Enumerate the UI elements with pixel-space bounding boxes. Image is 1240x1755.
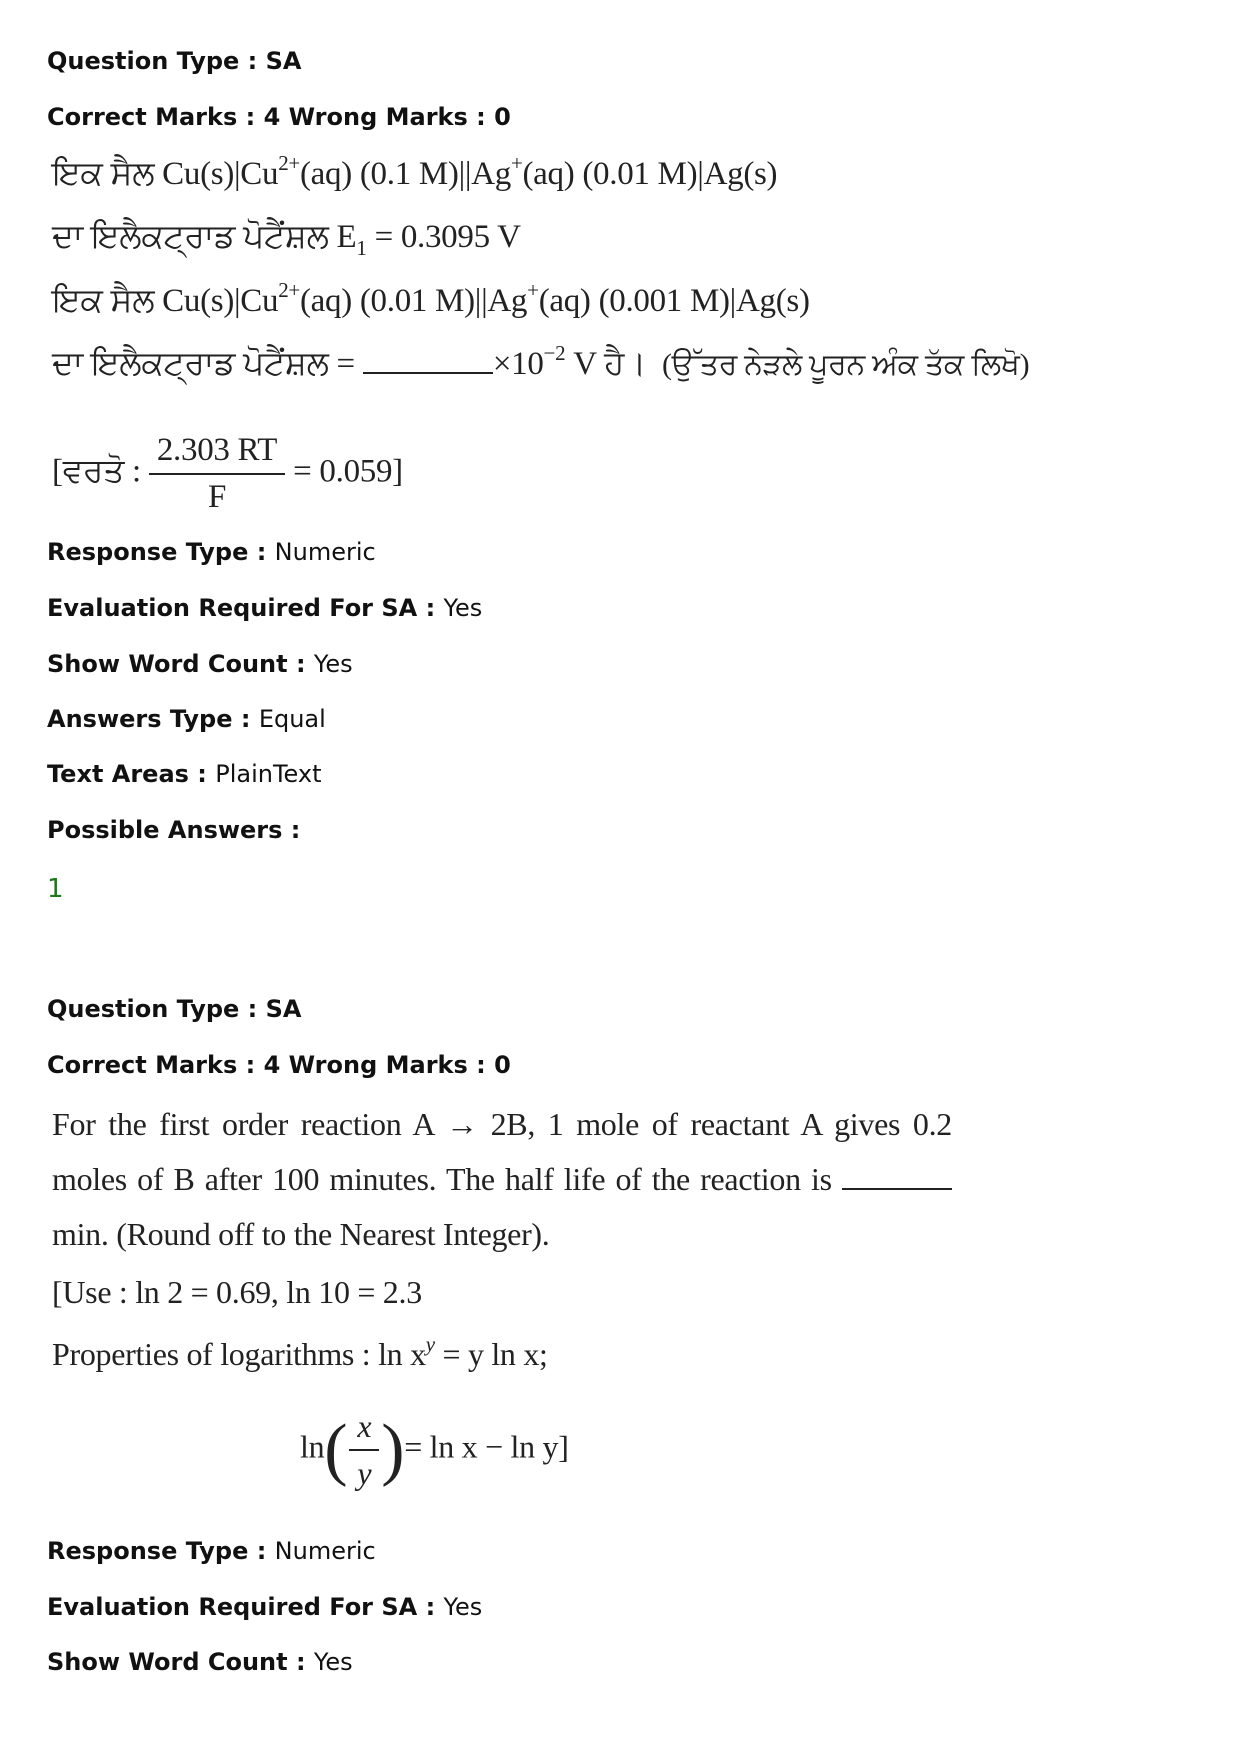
answer-blank (842, 1164, 952, 1190)
q1-question-type: Question Type : SA (47, 47, 302, 75)
q2-field-response-type: Response Type : Numeric (47, 1537, 376, 1565)
answer-blank (363, 346, 493, 374)
q1-field-response-type: Response Type : Numeric (47, 538, 376, 566)
q1-field-evaluation: Evaluation Required For SA : Yes (47, 594, 483, 622)
formula-fraction: $\frac{2.303 RT}{F}$ (149, 432, 285, 516)
q2-ln-formula: ln( $\frac{x}{y}$ )= ln x − ln y] (300, 1408, 569, 1491)
q1-field-word-count: Show Word Count : Yes (47, 650, 353, 678)
q1-field-possible-answers: Possible Answers : (47, 816, 301, 844)
q2-question-type: Question Type : SA (47, 995, 302, 1023)
q1-use-formula: [ਵਰਤੋ : $\frac{2.303 RT}{F}$ = 0.059] (52, 432, 403, 515)
q1-field-answers-type: Answers Type : Equal (47, 705, 326, 733)
q2-use-line: [Use : ln 2 = 0.69, ln 10 = 2.3 (52, 1274, 422, 1310)
q1-potential-line-1: ਦਾ ਇਲੈਕਟ੍ਰਾਡ ਪੋਟੈਂਸ਼ਲ $E_1 = 0.3095$ V (52, 219, 521, 260)
ln-fraction: $\frac{x}{y}$ (349, 1408, 379, 1492)
q2-log-property: Properties of logarithms : $\ln x^y = y$ ln x; (52, 1332, 548, 1372)
q1-cell-line-2: ਇਕ ਸੈਲ $Cu(s)|Cu^{2+}(aq)$ (0.01 M)||Ag+(aq) (0.001 M)|Ag(s) (52, 278, 810, 319)
q1-potential-line-2: ਦਾ ਇਲੈਕਟ੍ਰਾਡ ਪੋਟੈਂਸ਼ਲ = $\times 10^{-2}$ V ਹੈ। (ਉੱਤਰ ਨੇੜਲੇ ਪੂਰਨ ਅੰਕ ਤੱਕ ਲਿਖੋ) (52, 341, 1030, 382)
q2-question-text: For the first order reaction A → 2B, 1 mole of reactant A gives 0.2 moles of B after 100 minutes. The half life of the reaction is min. (Round off to the Nearest Integer). (52, 1106, 952, 1252)
q2-field-word-count: Show Word Count : Yes (47, 1648, 353, 1676)
q1-field-text-areas: Text Areas : PlainText (47, 760, 322, 788)
q2-marks: Correct Marks : 4 Wrong Marks : 0 (47, 1051, 511, 1079)
q1-possible-answer: 1 (47, 874, 64, 904)
q1-marks: Correct Marks : 4 Wrong Marks : 0 (47, 103, 511, 131)
q1-cell-line-1: ਇਕ ਸੈਲ $Cu(s)|Cu^{2+}(aq)$ (0.1 M)||Ag+(aq) (0.01 M)|Ag(s) (52, 151, 778, 192)
q2-field-evaluation: Evaluation Required For SA : Yes (47, 1593, 483, 1621)
